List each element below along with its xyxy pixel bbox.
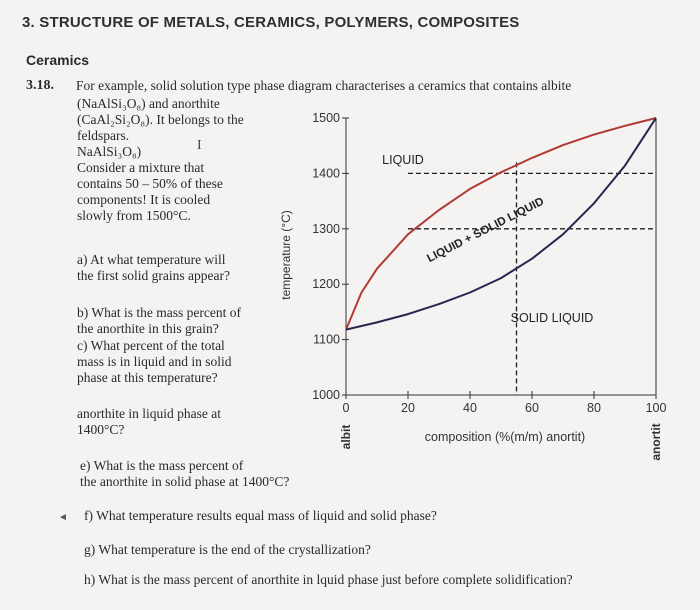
question-b-line: the anorthite in this grain? xyxy=(77,321,219,336)
left-end-label: albit xyxy=(339,424,353,450)
x-tick-label: 40 xyxy=(463,401,477,415)
question-g: g) What temperature is the end of the crystallization? xyxy=(84,542,371,557)
x-tick-label: 60 xyxy=(525,401,539,415)
y-tick-label: 1400 xyxy=(312,166,340,181)
y-tick-label: 1500 xyxy=(312,111,340,125)
small-arrow-icon: ◄ xyxy=(58,512,68,523)
right-end-label: anortit xyxy=(649,423,663,461)
question-e-line: the anorthite in solid phase at 1400°C? xyxy=(80,474,290,489)
intro-line: slowly from 1500°C. xyxy=(77,208,191,223)
y-tick-label: 1100 xyxy=(313,332,340,347)
question-e-line: e) What is the mass percent of xyxy=(80,458,244,473)
region-label-liquid: LIQUID xyxy=(382,153,424,167)
region-label-two-phase: LIQUID + SOLID LIQUID xyxy=(425,195,547,266)
intro-line: feldspars. xyxy=(77,128,130,143)
y-axis-label: temperature (°C) xyxy=(279,210,293,300)
question-f: f) What temperature results equal mass of liquid and solid phase? xyxy=(84,508,437,523)
intro-line: contains 50 – 50% of these xyxy=(77,176,223,191)
problem-number: 3.18. xyxy=(26,78,54,93)
x-tick-label: 100 xyxy=(645,401,667,415)
region-label-solid: SOLID LIQUID xyxy=(510,311,594,325)
y-tick-label: 1200 xyxy=(312,277,340,292)
text-cursor-icon: I xyxy=(197,138,202,153)
question-b-line: b) What is the mass percent of xyxy=(77,305,241,320)
intro-line: (NaAlSi₃O₈) and anorthite xyxy=(77,96,220,111)
x-tick-label: 20 xyxy=(401,401,415,415)
question-h: h) What is the mass percent of anorthite in lquid phase just before complete solidification? xyxy=(84,572,573,587)
x-tick-label: 80 xyxy=(587,401,601,415)
intro-line: components! It is cooled xyxy=(77,192,211,207)
y-tick-label: 1000 xyxy=(312,388,340,402)
problem-intro: For example, solid solution type phase diagram characterises a ceramics that contains albite xyxy=(76,78,572,93)
y-tick-label: 1300 xyxy=(312,221,340,236)
question-c-line: c) What percent of the total xyxy=(77,338,225,353)
question-c-line: phase at this temperature? xyxy=(77,370,218,385)
question-a-line: a) At what temperature will xyxy=(77,252,226,267)
section-title: Ceramics xyxy=(26,52,90,68)
intro-line: NaAlSi₃O₈) xyxy=(77,144,142,159)
question-d-line: 1400°C? xyxy=(77,422,125,437)
question-a-line: the first solid grains appear? xyxy=(77,268,230,283)
intro-line: (CaAl₂Si₂O₈). It belongs to the xyxy=(77,112,244,127)
question-c-line: mass is in liquid and in solid xyxy=(77,354,232,369)
x-tick-label: 0 xyxy=(342,401,350,415)
question-d-line: anorthite in liquid phase at xyxy=(77,406,221,421)
chapter-title: 3. STRUCTURE OF METALS, CERAMICS, POLYMERS, COMPOSITES xyxy=(22,14,520,31)
intro-line: Consider a mixture that xyxy=(77,160,205,175)
x-axis-label: composition (%(m/m) anortit) xyxy=(424,430,586,444)
